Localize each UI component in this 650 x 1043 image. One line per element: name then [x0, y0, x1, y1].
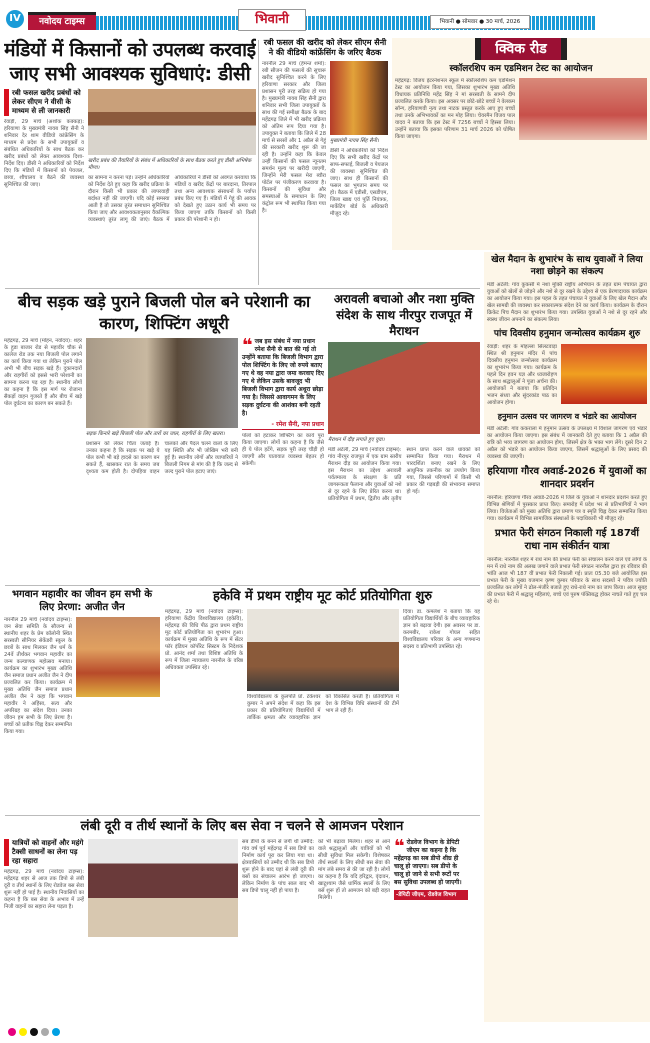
- qr-headline-jagran: हनुमान उत्सव पर जागरण व भंडारे का आयोजन: [497, 412, 637, 421]
- print-color-marks: [8, 1028, 60, 1036]
- dateline: भिवानी ● सोमवार ● 30 मार्च, 2026: [430, 15, 530, 29]
- lead-subhead: रबी फसल खरीद प्रबंधों को लेकर सीएम ने वीसी के माध्यम से ली जानकारी: [4, 89, 84, 116]
- black-dot: [30, 1028, 38, 1036]
- qr-body-scholarship: महेंद्रगढ़: विजय इंटरनेशनल स्कूल में स्कॉलरशिप कम एडमिशन टेस्ट का आयोजन किया गया, जिसका शुभारंभ मुख्य अतिथि विधायक प्रतिनिधि महेंद्र सिंह ने मां सरस्वती के सामने दीप प्रज्वलित करके किया। इस अवसर पर छोटे-छोटे बच्चों ने वेलकम सॉन्ग, हरियाणवी नृत्य तथा नाटक प्रस्तुत करके आए हुए बच्चों तथा उनके अभिभावकों का मन मोह लिया। चेयरमैन विजय पाल यादव ने बताया कि इस टेस्ट में 7256 बच्चों ने हिस्सा लिया। उन्होंने बताया कि इसका परिणाम 31 मार्च 2026 को घोषित किया जाएगा।: [395, 78, 515, 140]
- pole-story: [4, 291, 324, 583]
- quick-read-column: [484, 252, 650, 1022]
- paper-logo: नवोदय टाइम्स: [28, 12, 96, 30]
- city-label: भिवानी: [238, 9, 306, 31]
- moot-col1: महेंद्रगढ़, 29 मार्च (नवोदय टाइम्स): हरियाणा केंद्रीय विश्वविद्यालय (हकेवि), महेंद्रगढ़ की विधि पीठ द्वारा प्रथम राष्ट्रीय मूट कोर्ट प्रतियोगिता का शुभारंभ हुआ। कार्यक्रम में मुख्य अतिथि के रूप में सेंटर फॉर इंडियन कॉर्पोरेट सिस्टम के निदेशक प्रो. आनंद शर्मा तथा विशिष्ट अतिथि के रूप में जिला न्यायालय नारनौल के वरिष्ठ अधिवक्ता उपस्थित रहे।: [165, 609, 243, 671]
- pole-col1: महेंद्रगढ़, 29 मार्च (मोहन, नवोदय): शहर के हुडा बाजार रोड से महावीर चौक से कालेज रोड तक नया बिजली पोल लगाने का कार्य किया गया था लेकिन पुराने पोल अभी भी बीच सड़क खड़े हैं। दुकानदारों और राहगीरों को इससे भारी परेशानी का सामना करना पड़ रहा है। स्थानीय लोगों का कहना है कि इस मार्ग पर रोजाना सैकड़ों वाहन गुजरते हैं और बीच में खड़े पोल दुर्घटना का कारण बन सकते हैं।: [4, 338, 82, 407]
- cm-caption: मुख्यमंत्री नायब सिंह सैनी।: [330, 138, 379, 144]
- marathon-body: मंडी अटेली, 29 मार्च (नवोदय टाइम्स): गांव नीरपुर राजपूत में एक ग्राम स्तरीय मैराथन दौड़ का आयोजन किया गया। इस मैराथन का उद्देश्य अरावली पर्वतमाला के संरक्षण के प्रति जागरूकता फैलाना और युवाओं को नशे से दूर रहने के लिए प्रेरित करना था। प्रतियोगिता में प्रथम, द्वितीय और तृतीय स्थान प्राप्त करने वाले धावकों को सम्मानित किया गया। मैराथन में पारदर्शिता बनाए रखने के लिए आधुनिक तकनीक का उपयोग किया गया, जिससे परिणामों में किसी भी प्रकार की गड़बड़ी की संभावना समाप्त हो गई।: [328, 447, 480, 502]
- divider: [258, 40, 259, 285]
- qr-headline-award: हरियाणा गौरव अवार्ड-2026 में युवाओं का शानदार प्रदर्शन: [487, 466, 647, 490]
- lead-col2: का सामना न करना पड़े। उन्होंने अधिकारियों को निर्देश देते हुए कहा कि खरीद प्रक्रिया के दौरान किसी भी प्रकार की लापरवाही बर्दाश्त नहीं की जाएगी। यदि कोई समस्या आती है तो उसका तुरंत समाधान सुनिश्चित किया जाए और आवश्यकतानुसार वैकल्पिक व्यवस्थाएं तुरंत लागू की जाएं। बैठक में अधिकारियों ने डीसी को अवगत करवाया कि मंडियों व खरीद केंद्रों पर बारदाना, तिरपाल तथा अन्य आवश्यक संसाधनों के पर्याप्त प्रबंध किए गए हैं। मंडियों में गेहूं की आवक को देखते हुए उठान कार्य भी समय पर किया जाएगा ताकि किसानों को किसी प्रकार की परेशानी न हो।: [88, 175, 256, 223]
- pole-col2: प्रशासन को लेकर चिंता जताई है। उनका कहना है कि सड़क पर खड़े ये पोल कभी भी बड़े हादसे का कारण बन सकते हैं, खासकर रात के समय जब दृश्यता कम होती है। दोपहिया वाहन चालकों और पैदल चलने वालों के लिए यह स्थिति और भी जोखिम भरी बनी हुई है। स्थानीय लोगों और व्यापारियों ने बिजली निगम से मांग की है कि जल्द से जल्द पुराने पोल हटाए जाएं।: [86, 441, 238, 475]
- cm-photo: [330, 61, 388, 135]
- pole-quote-block: [242, 335, 324, 418]
- bus-headline: लंबी दूरी व तीर्थ स्थानों के लिए बस सेवा न चलने से आमजन परेशान: [80, 819, 404, 834]
- bus-photo: [88, 839, 238, 937]
- lead-col1: रेवाड़ी, 29 मार्च (अशोक कक्कड़): हरियाणा के मुख्यमंत्री नायब सिंह सैनी ने शनिवार देर शाम वीडियो कांफ्रेंसिंग के माध्यम से प्रदेश के सभी उपायुक्तों व संबंधित अधिकारियों के साथ बैठक कर खरीद प्रबंधों को लेकर आवश्यक दिशा-निर्देश दिए। डीसी ने अधिकारियों को निर्देश दिए कि मंडियों में किसानों को पेयजल, छाया, शौचालय व बैठने की व्यवस्था सुनिश्चित की जाए।: [4, 119, 84, 188]
- bus-story: [4, 818, 480, 1022]
- magenta-dot: [8, 1028, 16, 1036]
- qr-headline-sports: खेल मैदान के शुभारंभ के साथ युवाओं ने लिया नशा छोड़ने का संकल्प: [491, 255, 643, 277]
- qr-body-hanuman-festival: रेवाड़ी: शहर के मोहल्ला सिलटवाड़ा स्थित श्री हनुमान मंदिर में पांच दिवसीय हनुमान जन्मोत्सव कार्यक्रम का शुभारंभ किया गया। कार्यक्रम के पहले दिन हवन यज्ञ और ध्वजारोहण के साथ श्रद्धालुओं ने पूजा अर्चना की। आयोजकों ने बताया कि प्रतिदिन भजन संध्या और सुंदरकांड पाठ का आयोजन होगा।: [487, 344, 557, 406]
- moot-story: [165, 588, 480, 813]
- qr-headline-scholarship: स्कॉलरशिप कम एडमिशन टेस्ट का आयोजन: [449, 64, 593, 74]
- pole-quote-author: - रमेश सैनी, नपा प्रधान: [242, 421, 324, 430]
- cm-meet-story: [262, 38, 388, 286]
- pole-photo: [86, 338, 238, 428]
- pole-col3: पोलों को हटाकर शिफ्टिंग का कार्य पूरा किया जाएगा। लोगों का कहना है कि जैसे ही ये पोल हटेंगे, सड़क पूरी तरह चौड़ी हो जाएगी और यातायात व्यवस्था बेहतर हो सकेगी।: [242, 433, 324, 467]
- qr-photo-scholarship: [519, 78, 647, 140]
- masthead: [0, 6, 650, 34]
- pole-headline: बीच सड़क खड़े पुराने बिजली पोल बने परेशानी का कारण, शिफ्टिंग अधूरी: [17, 292, 311, 333]
- qr-body-sports: मंडी अटेली: गांव कुकसी में नशा मुक्ति राष्ट्रीय अभियान के तहत ग्राम पंचायत द्वारा युवाओं को खेलों से जोड़ने और नशे से दूर रखने के उद्देश्य से एक प्रेरणादायक कार्यक्रम का आयोजन किया गया। इस पहल के तहत पंचायत ने युवाओं के लिए खेल मैदान और खेल सामग्री की व्यवस्था कर सकारात्मक संदेश देने का कार्य किया। कार्यक्रम के दौरान क्रिकेट पिच मैदान का शुभारंभ किया गया। उपस्थित युवाओं ने नशे से दूर रहने और स्वस्थ जीवन अपनाने का संकल्प लिया।: [487, 282, 647, 323]
- moot-photo: [247, 609, 399, 691]
- page-number: IV: [6, 10, 24, 28]
- lead-story: [4, 38, 256, 286]
- gray-dot: [41, 1028, 49, 1036]
- mahavir-headline: भगवान महावीर का जीवन हम सभी के लिए प्रेरणा: अजीत जैन: [11, 589, 153, 613]
- quote-mark-icon: ❝: [242, 335, 253, 356]
- lead-photo: [88, 89, 256, 155]
- qr-photo-hanuman: [561, 344, 647, 404]
- bus-quote-block: [394, 836, 468, 887]
- divider: [5, 815, 480, 816]
- marathon-photo: [328, 342, 480, 434]
- cm-body: नारनौल 29 मार्च (हेमन्त शर्मा): रबी सीजन की फसलों की सुचारू खरीद सुनिश्चित करने के लिए हरियाणा सरकार और जिला प्रशासन पूरी तरह सक्रिय हो गया है। मुख्यमंत्री नायब सिंह सैनी द्वारा शनिवार सभी जिला उपायुक्तों के साथ की गई समीक्षा बैठक के बाद महेंद्रगढ़ जिले में भी खरीद प्रक्रिया को अंतिम रूप दिया गया है। उपायुक्त ने बताया कि जिले में 28 मार्च से सरसों और 1 अप्रैल से गेहूं की सरकारी खरीद शुरू की जा रही है। उन्होंने कहा कि केवल उन्हीं किसानों की फसल न्यूनतम समर्थन मूल्य पर खरीदी जाएगी, जिन्होंने मेरी फसल मेरा ब्यौरा पोर्टल पर पंजीकरण करवाया है। किसानों की सुविधा और समस्याओं के समाधान के लिए कंट्रोल रूम भी स्थापित किया गया है।: [262, 61, 326, 214]
- moot-headline: हकेवि में प्रथम राष्ट्रीय मूट कोर्ट प्रतियोगिता शुरु: [213, 589, 432, 604]
- bus-col3: को भी बढ़ावा मिलेगा। शहर से आने वाले श्रद्धालुओं और यात्रियों को भी सीधी सुविधा मिल सकेगी। विशेषकर तीर्थ स्थलों के लिए सीधी बस सेवा की मांग लंबे समय से की जा रही है। लोगों का कहना है कि यदि हरिद्वार, वृंदावन, खाटूश्याम जैसे धार्मिक स्थलों के लिए बसें शुरू हों तो आमजन को बड़ी राहत मिलेगी।: [318, 839, 390, 901]
- pole-quote: जब इस संबंध में नया प्रधान रमेश सैनी से बात की गई तो उन्होंने बताया कि बिजली विभाग द्वारा पोल शिफ्टिंग के लिए जो रुपये बताए गए थे वह नया द्वारा जमा करवाए दिए गए थे लेकिन उसके बावजूद भी बिजली विभाग द्वारा कार्य अधूरा छोड़ा गया है। जिससे आवागमन के लिए सड़क दुर्घटना की आशंका बनी रहती है।: [242, 338, 324, 417]
- quick-read-title: क्विक रीड: [475, 38, 567, 60]
- mahavir-body: नारनौल 29 मार्च (नवोदय टाइम्स): जन सेवा समिति के सौजन्य से स्थानीय शहर के प्रेम कॉलोनी स्थित सरस्वती सीनियर सेकेंडरी स्कूल के छात्रों के साथ मिलकर जैन धर्म के 24वें तीर्थंकर भगवान महावीर का जन्म कल्याणक महोत्सव मनाया। कार्यक्रम का शुभारंभ मुख्य अतिथि जैन समाज प्रधान अजीत जैन ने दीप प्रज्वलित कर किया। कार्यक्रम में मुख्य अतिथि जैन समाज प्रधान अजीत जैन ने कहा कि भगवान महावीर ने अहिंसा, सत्य और अपरिग्रह का संदेश दिया। उनका जीवन हम सभी के लिए प्रेरणा है। बच्चों को प्रतीक चिह्न देकर सम्मानित किया गया।: [4, 617, 72, 735]
- mahavir-story: [4, 588, 160, 813]
- divider: [5, 288, 480, 289]
- moot-col2: विश्वविद्यालय के कुलपति प्रो. टंकेश्वर कुमार ने अपने संदेश में कहा कि इस प्रकार की प्रतियोगिताएं विद्यार्थियों में तार्किक क्षमता और व्यावहारिक ज्ञान को विकसित करती हैं। प्रतियोगिता में देश के विभिन्न विधि संस्थानों की टीमें भाग ले रही हैं।: [247, 694, 399, 721]
- lead-caption: खरीद प्रबंध की तैयारियों के संबंध में अधिकारियों के साथ बैठक करते हुए डीसी अभिषेक मीणा।: [88, 158, 252, 171]
- quote-mark-icon: ❝: [394, 836, 405, 857]
- pole-caption: सड़क किनारे खड़े बिजली पोल और तारों का जाल, राहगीरों के लिए खतरा।: [86, 431, 225, 437]
- bus-quote-author: -डेपिटी जीएम, रोडवेज विभाग: [394, 890, 468, 900]
- cm-meet-headline: रबी फसल की खरीद को लेकर सीएम सैनी ने की वीडियो कांफ्रेंसिंग के जरिए बैठक: [263, 38, 387, 57]
- divider: [5, 585, 480, 586]
- bus-col1: महेंद्रगढ़, 29 मार्च (नवोदय टाइम्स): महेंद्रगढ़ शहर से आज तक डिपो से लंबी दूरी व तीर्थ स्थानों के लिए रोडवेज बस सेवा शुरू नहीं हो पाई है। स्थानीय निवासियों का कहना है कि बस सेवा के अभाव में उन्हें निजी वाहनों का सहारा लेना पड़ता है।: [4, 869, 84, 910]
- yellow-dot: [19, 1028, 27, 1036]
- marathon-headline: अरावली बचाओ और नशा मुक्ति संदेश के साथ नीरपुर राजपूत में मैराथन: [333, 292, 475, 338]
- marathon-caption: मैराथन में दौड़ लगाते हुए युवा।: [328, 437, 385, 443]
- lead-headline: मंडियों में किसानों को उपलब्ध करवाई जाए सभी आवश्यक सुविधाएं: डीसी: [4, 39, 256, 85]
- mahavir-photo: [76, 617, 160, 697]
- qr-body-award: नारनौल: हरियाणा गौरव अवार्ड-2026 में जिले के युवाओं ने शानदार प्रदर्शन करते हुए विभिन्न श्रेणियों में पुरस्कार प्राप्त किए। समारोह में प्रदेश भर से प्रतिभागियों ने भाग लिया। विजेताओं को मुख्य अतिथि द्वारा प्रमाण पत्र व स्मृति चिह्न देकर सम्मानित किया गया। कार्यक्रम में विभिन्न सामाजिक संस्थाओं के पदाधिकारी भी मौजूद रहे।: [487, 495, 647, 522]
- bus-subhead: यात्रियों को वाहनों और महंगे टैक्सी साधनों का लेना पड़ रहा सहारा: [4, 839, 84, 866]
- lead-col3: डीसी ने अधिकारियों को निर्देश दिए कि सभी खरीद केंद्रों पर साफ-सफाई, बिजली व पेयजल की व्यवस्था सुनिश्चित की जाए। साथ ही किसानों की फसल का भुगतान समय पर हो। बैठक में एडीसी, एसडीएम, जिला खाद्य एवं पूर्ति नियंत्रक, मार्केटिंग बोर्ड के अधिकारी मौजूद रहे।: [330, 148, 388, 217]
- bus-col2: सब डीपो के बनने से जगी थी उम्मीदें: गांव वर्ष पूर्व महेंद्रगढ़ में सब डिपो का निर्माण कार्य पूरा कर लिया गया था। क्षेत्रवासियों को उम्मीद थी कि सब डिपो शुरू होने के बाद यहां से लंबी दूरी की बसों का संचालन आरंभ हो जाएगा। लेकिन निर्माण के पांच साल बाद भी सब डिपो चालू नहीं हो पाया है।: [242, 839, 314, 894]
- qr-body-prabhat: नारनौल: नारनौल शहर में राधे नाम की प्रभात फेरी का संचालन करने वाले एवं लोगों के मन में राधे नाम की अलख जगाने वाले प्रभात फेरी संगठन नारनौल द्वारा हर रविवार की भांति आज भी 187 वीं प्रभात फेरी निकाली गई। प्रातः 05.30 बजे आयोजित इस प्रभात फेरी के मुख्य यजमान कृष्ण कुमार परिवार के साथ सदस्यों ने पवित्र ज्योति प्रज्वलित कर लोगों ने ढोल-मंजीरे बजाते हुए राधे-राधे नाम का जाप किया। आज सुबह की प्रभात फेरी में श्रद्धालु महिलाएं, बच्चे एवं पुरुष पंक्तिबद्ध होकर नाचते गाते हुए चल रहे थे।: [487, 557, 647, 605]
- qr-headline-prabhat: प्रभात फेरी संगठन निकाली गई 187वीं राधा नाम संकीर्तन यात्रा: [495, 528, 639, 552]
- bus-quote: रोडवेज विभाग के डेपिटी जीएम का कहना है कि महेंद्रगढ़ का सब डीपो शीघ्र ही चालू हो जाएगा। सब डीपो के चालू हो जाने से सभी रूटों पर बस सुविधा उपलब्ध हो जाएगी।: [394, 839, 462, 886]
- quick-read-panel: [392, 38, 650, 250]
- qr-headline-hanuman-festival: पांच दिवसीय हनुमान जन्मोत्सव कार्यक्रम शुरु: [493, 329, 641, 339]
- qr-body-jagran: मंडी अटेली: गांव ककराला में हनुमान उत्सव के उपलक्ष्य में विशाल जागरण एवं भंडारे का आयोजन किया जाएगा। इस संबंध में जानकारी देते हुए बताया कि 1 अप्रैल की रात्रि को भव्य जागरण का आयोजन होगा, जिसमें क्षेत्र के भक्त भाग लेंगे। दूसरे दिन 2 अप्रैल को भंडारे का आयोजन किया जाएगा, जिसमें श्रद्धालुओं के लिए प्रसाद की व्यवस्था की जाएगी।: [487, 426, 647, 460]
- marathon-story: [328, 291, 480, 583]
- cyan-dot: [52, 1028, 60, 1036]
- moot-col3: दिया। डा. कमलेश ने बताया कि यह प्रतियोगिता विद्यार्थियों के बीच व्यावहारिक ज्ञान को बढ़ावा देगी। इस अवसर पर डा. करमबीर, राकेश गोयल सहित विश्वविद्यालय परिवार के अन्य गणमान्य सदस्य व प्रतिभागी उपस्थित रहे।: [403, 609, 480, 650]
